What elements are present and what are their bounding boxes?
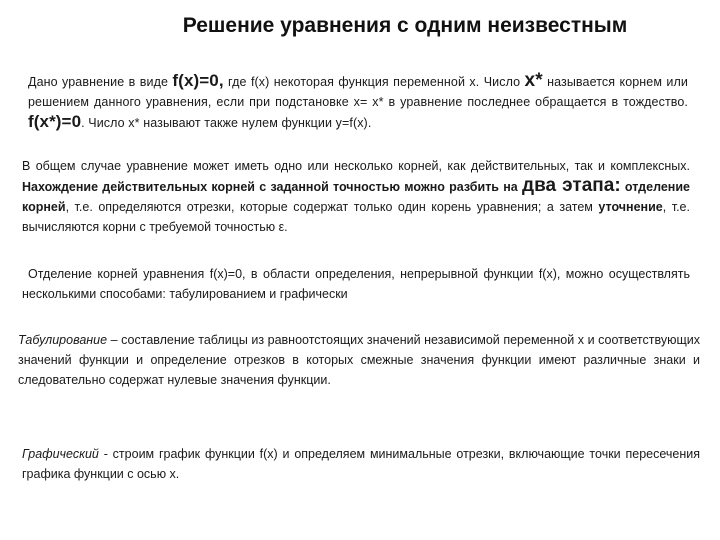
tabulation-term: Табулирование bbox=[18, 333, 108, 347]
equation-f-x: f(x)=0, bbox=[172, 71, 224, 90]
definition-paragraph bbox=[28, 71, 688, 133]
text-segment: где f(x) некоторая функция переменной x. Число bbox=[223, 75, 525, 89]
graphical-term: Графический bbox=[22, 447, 99, 461]
stages-paragraph bbox=[22, 156, 690, 237]
graphical-paragraph bbox=[22, 444, 700, 484]
text-segment: , т.е. вычисляются корни с требуемой точностью ε. bbox=[22, 200, 690, 234]
refinement-term: уточнение bbox=[598, 200, 663, 214]
text-segment: – составление таблицы из равноотстоящих значений независимой переменной x и соответствующих значений функции и определение отрезков в которых смежные значения функции имеют различные знаки и следовательно содержат нулевые значения функции. bbox=[18, 333, 700, 387]
text-segment: Отделение корней уравнения f(x)=0, в области определения, непрерывной функции f(x), можно осуществлять несколькими способами: табулированием и графически bbox=[22, 267, 690, 301]
text-segment: называется корнем или решением данного уравнения, если при подстановке x= x* в уравнение последнее обращается в тождество. bbox=[28, 75, 688, 109]
tabulation-paragraph bbox=[18, 330, 700, 390]
text-segment: В общем случае уравнение может иметь одно или несколько корней, как действительных, так и комплексных. bbox=[22, 159, 690, 173]
text-segment: . Число x* называют также нулем функции y=f(x). bbox=[81, 116, 372, 130]
equation-f-x-star: f(x*)=0 bbox=[28, 112, 82, 131]
root-separation-term: отделение корней bbox=[22, 180, 690, 214]
separation-methods-paragraph bbox=[22, 264, 690, 304]
two-stages-highlight: два этапа: bbox=[522, 175, 621, 196]
text-segment: Дано уравнение в виде bbox=[28, 75, 173, 89]
text-segment: - строим график функции f(x) и определяем минимальные отрезки, включающие точки пересечения графика функции с осью x. bbox=[22, 447, 700, 481]
bold-segment: Нахождение действительных корней с заданной точностью можно разбить на bbox=[22, 180, 523, 194]
symbol-x-star: x* bbox=[524, 70, 543, 91]
page-title: Решение уравнения с одним неизвестным bbox=[182, 14, 628, 37]
text-segment: , т.е. определяются отрезки, которые содержат только один корень уравнения; а затем bbox=[65, 200, 599, 214]
